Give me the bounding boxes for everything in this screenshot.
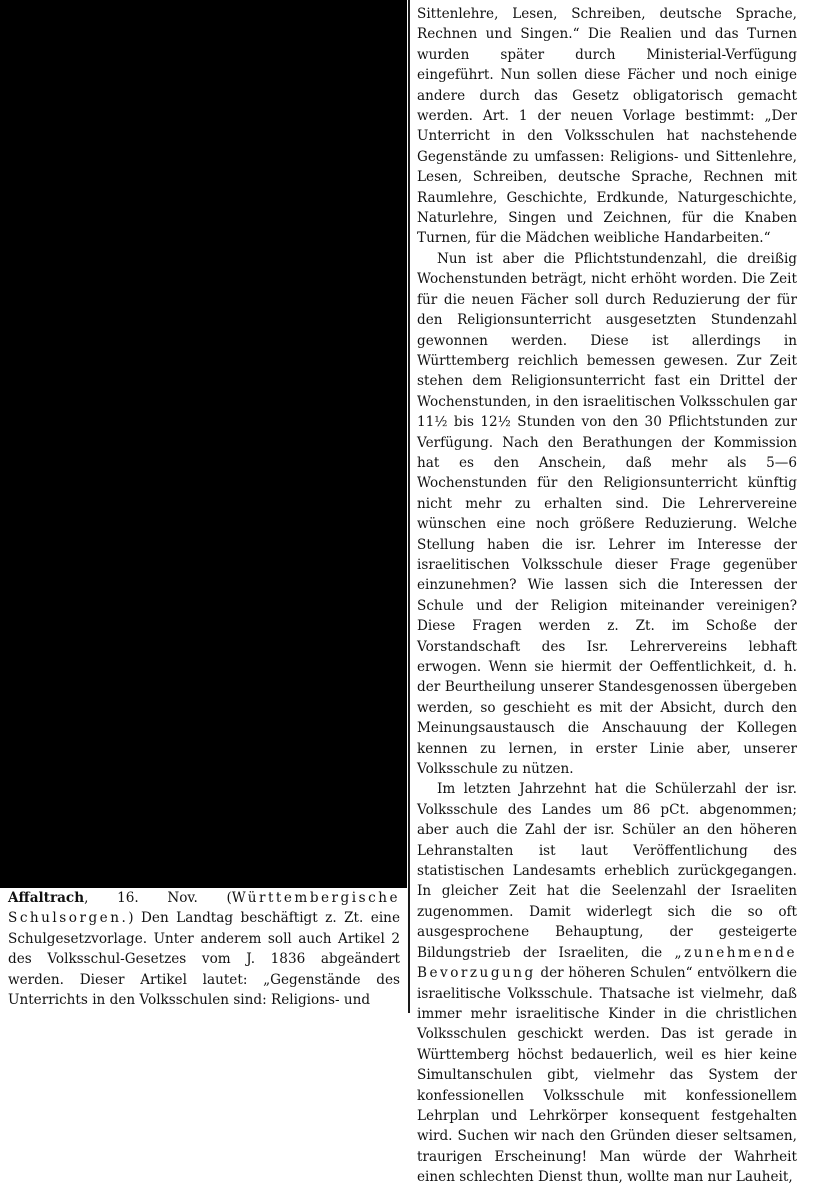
paragraph-3	[417, 779, 797, 1187]
article-place: Affaltrach	[8, 890, 85, 906]
redacted-black-area	[0, 0, 407, 888]
article-text-start: ) Den Landtag beschäftigt z. Zt. eine Schulgesetzvorlage. Unter anderem soll auch Artikel 2 des Volksschul-Gesetzes vom J. 1836 abgeändert werden. Dieser Artikel lautet: „Gegenstände des Unterrichts in den Volksschulen sind: Religions- und	[8, 910, 400, 1009]
article-dateline: , 16. Nov. (	[84, 890, 232, 906]
column-rule	[408, 0, 410, 1013]
article-section: Schulsorgen.	[8, 910, 129, 927]
paragraph-2: Nun ist aber die Pflichtstundenzahl, die dreißig Wochenstunden beträgt, nicht erhöht worden. Die Zeit für die neuen Fächer soll durch Reduzierung der für den Religionsunterricht ausgesetzten Stundenzahl gewonnen werden. Diese ist allerdings in Württemberg reichlich bemessen gewesen. Zur Zeit stehen dem Religionsunterricht fast ein Drittel der Wochenstunden, in den israelitischen Volksschulen gar 11½ bis 12½ Stunden von den 30 Pflichtstunden zur Verfügung. Nach den Berathungen der Kommission hat es den Anschein, daß mehr als 5—6 Wochenstunden für den Religionsunterricht künftig nicht mehr zu erhalten sind. Die Lehrervereine wünschen eine noch größere Reduzierung. Welche Stellung haben die isr. Lehrer im Interesse der israelitischen Volksschule dieser Frage gegenüber einzunehmen? Wie lassen sich die Interessen der Schule und der Religion miteinander vereinigen? Diese Fragen werden z. Zt. im Schoße der Vorstandschaft des Isr. Lehrervereins lebhaft erwogen. Wenn sie hiermit der Oeffentlichkeit, d. h. der Beurtheilung unserer Standesgenossen übergeben werden, so geschieht es mit der Absicht, durch den Meinungsaustausch die Anschauung der Kollegen kennen zu lernen, in erster Linie aber, unserer Volksschule zu nützen.	[417, 250, 797, 778]
right-column	[417, 4, 797, 1188]
article-region: Württembergische	[231, 890, 400, 906]
paragraph-3-part-b: der höheren Schulen“ entvölkern die israelitische Volksschule. Thatsache ist vielmehr, daß immer mehr israelitische Kinder in die christlichen Volksschulen geschickt werden. Das ist gerade in Württemberg höchst bedauerlich, weil es hier keine Simultanschulen gibt, vielmehr das System der konfessionellen Volksschule mit konfessionellem Lehrplan und Lehrkörper konsequent festgehalten wird. Suchen wir nach den Gründen dieser seltsamen, traurigen Erscheinung! Man würde der Wahrheit einen schlechten Dienst thun, wollte man nur Lauheit,	[417, 965, 797, 1186]
paragraph-3-part-a: Im letzten Jahrzehnt hat die Schülerzahl der isr. Volksschule des Landes um 86 pCt. abgenommen; aber auch die Zahl der isr. Schüler an den höheren Lehranstalten ist laut Veröffentlichung des statistischen Landesamts erheblich zurückgegangen. In gleicher Zeit hat die Seelenzahl der Israeliten zugenommen. Damit widerlegt sich die so oft ausgesprochene Behauptung, der gesteigerte Bildungstrieb der Israeliten, die	[417, 781, 797, 961]
left-column	[8, 888, 400, 1010]
paragraph-3-spaced-phrase: „zunehmende Bevorzugung	[417, 944, 797, 982]
article-affaltrach	[8, 888, 400, 1010]
paragraph-1: Sittenlehre, Lesen, Schreiben, deutsche Sprache, Rechnen und Singen.“ Die Realien und das Turnen wurden später durch Ministerial-Verfügung eingeführt. Nun sollen diese Fächer und noch einige andere durch das Gesetz obligatorisch gemacht werden. Art. 1 der neuen Vorlage bestimmt: „Der Unterricht in den Volksschulen hat nachstehende Gegenstände zu umfassen: Religions- und Sittenlehre, Lesen, Schreiben, deutsche Sprache, Rechnen mit Raumlehre, Geschichte, Erdkunde, Naturgeschichte, Naturlehre, Singen und Zeichnen, für die Knaben Turnen, für die Mädchen weibliche Handarbeiten.“	[417, 6, 797, 247]
